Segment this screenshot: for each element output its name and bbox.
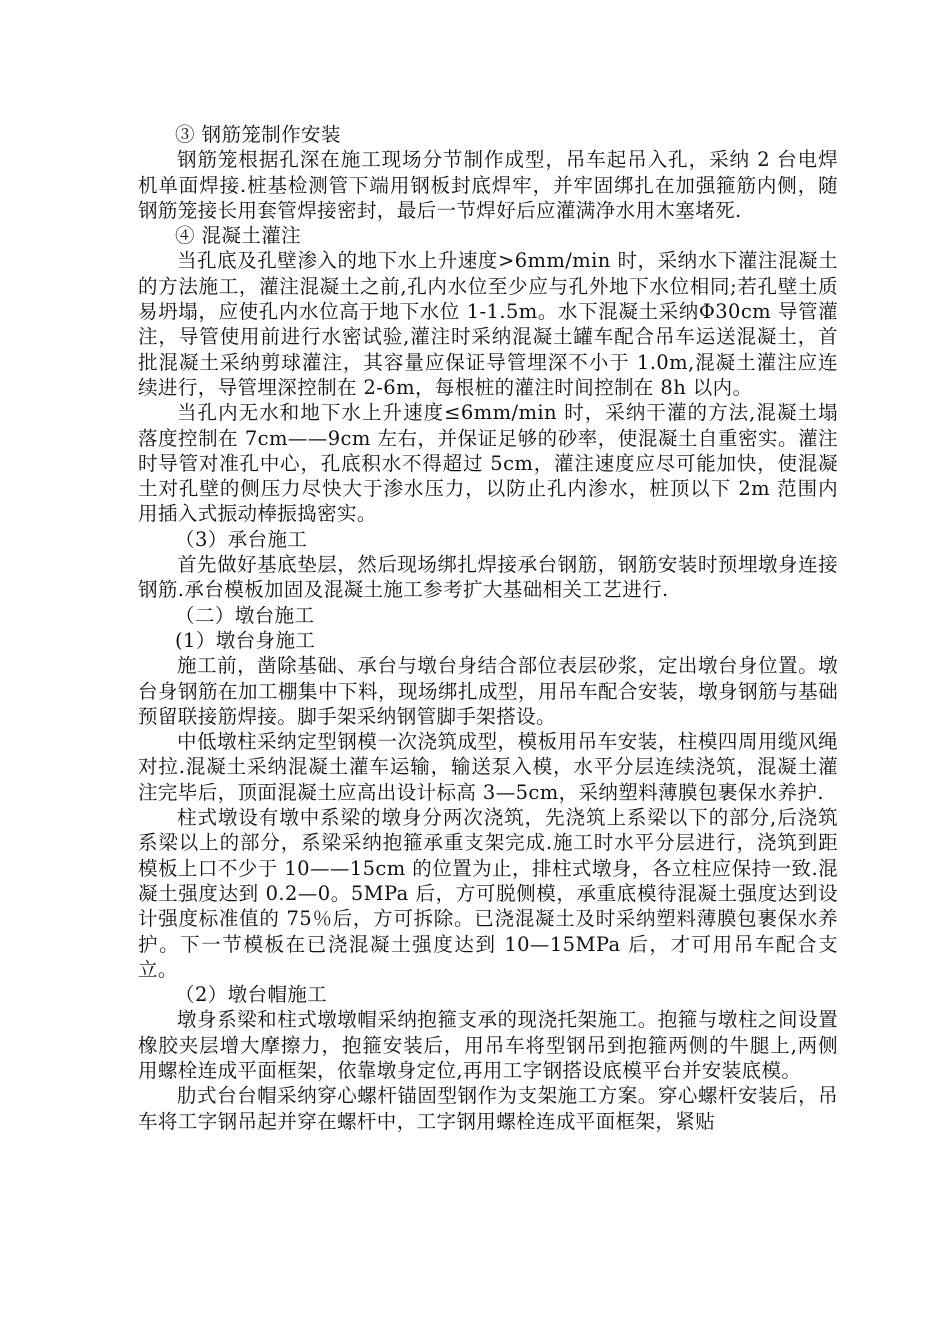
- paragraph-low-pier-columns: 中低墩柱采纳定型钢模一次浇筑成型，模板用吊车安装，柱模四周用缆风绳对拉.混凝土采纳混凝土灌车运输，输送泵入模，水平分层连续浇筑，混凝土灌注完毕后，顶面混凝土应高出设计标高 3—5cm，采纳塑料薄膜包裹保水养护.: [138, 730, 838, 804]
- paragraph-pier-cap-hoop: 墩身系梁和柱式墩墩帽采纳抱箍支承的现浇托架施工。抱箍与墩柱之间设置橡胶夹层增大摩擦力，抱箍安装后，用吊车将型钢吊到抱箍两侧的牛腿上,两侧用螺栓连成平面框架，依靠墩身定位,再用工字钢搭设底模平台并安装底模。: [138, 1008, 838, 1082]
- paragraph-underwater-pouring: 当孔底及孔壁渗入的地下水上升速度>6mm/min 时，采纳水下灌注混凝土的方法施工，灌注混凝土之前,孔内水位至少应与孔外地下水位相同;若孔壁土质易坍塌，应使孔内水位高于地下水位 1-1.5m。水下混凝土采纳Φ30cm 导管灌注，导管使用前进行水密试验,灌注时采纳混凝土罐车配合吊车运送混凝土，首批混凝土采纳剪球灌注，其容量应保证导管埋深不小于 1.0m,混凝土灌注应连续进行，导管埋深控制在 2-6m，每根桩的灌注时间控制在 8h 以内。: [138, 249, 838, 399]
- section-heading-concrete-pouring: ④ 混凝土灌注: [175, 224, 302, 248]
- section-heading-pier-cap: （2）墩台帽施工: [175, 983, 328, 1007]
- document-body: [138, 122, 838, 1134]
- paragraph-rebar-cage: 钢筋笼根据孔深在施工现场分节制作成型，吊车起吊入孔，采纳 2 台电焊机单面焊接.桩基检测管下端用钢板封底焊牢，并牢固绑扎在加强箍筋内侧，随钢筋笼接长用套管焊接密封，最后一节焊好后应灌满净水用木塞堵死.: [138, 148, 838, 222]
- section-heading-pile-cap: （3）承台施工: [175, 527, 308, 551]
- paragraph-pier-body-prep: 施工前，凿除基础、承台与墩台身结合部位表层砂浆，定出墩台身位置。墩台身钢筋在加工棚集中下料，现场绑扎成型，用吊车配合安装，墩身钢筋与基础预留联接筋焊接。脚手架采纳钢管脚手架搭设。: [138, 654, 838, 728]
- paragraph-rib-abutment-cap: 肋式台台帽采纳穿心螺杆锚固型钢作为支架施工方案。穿心螺杆安装后，吊车将工字钢吊起并穿在螺杆中，工字钢用螺栓连成平面框架，紧贴: [138, 1084, 838, 1133]
- section-heading-pier-abutment: （二）墩台施工: [175, 603, 315, 627]
- paragraph-pile-cap: 首先做好基底垫层，然后现场绑扎焊接承台钢筋，钢筋安装时预埋墩身连接钢筋.承台模板加固及混凝土施工参考扩大基础相关工艺进行.: [138, 553, 838, 602]
- section-heading-rebar-cage: ③ 钢筋笼制作安装: [175, 123, 341, 146]
- paragraph-column-piers: 柱式墩设有墩中系梁的墩身分两次浇筑，先浇筑上系梁以下的部分,后浇筑系梁以上的部分，系梁采纳抱箍承重支架完成.施工时水平分层进行，浇筑到距模板上口不少于 10——15cm 的位置为止，排柱式墩身，各立柱应保持一致.混凝土强度达到 0.2—0。5MPa 后，方可脱侧模，承重底模待混凝土强度达到设计强度标准值的 75％后，方可拆除。已浇混凝土及时采纳塑料薄膜包裹保水养护。下一节模板在已浇混凝土强度达到 10—15MPa 后，才可用吊车配合支立。: [138, 806, 838, 981]
- paragraph-dry-pouring: 当孔内无水和地下水上升速度≤6mm/min 时，采纳干灌的方法,混凝土塌落度控制在 7cm——9cm 左右，并保证足够的砂率，使混凝土自重密实。灌注时导管对准孔中心，孔底积水不得超过 5cm，灌注速度应尽可能加快，使混凝土对孔壁的侧压力尽快大于渗水压力，以防止孔内渗水，桩顶以下 2m 范围内用插入式振动棒振捣密实。: [138, 401, 838, 526]
- section-heading-pier-body: (1）墩台身施工: [175, 628, 316, 652]
